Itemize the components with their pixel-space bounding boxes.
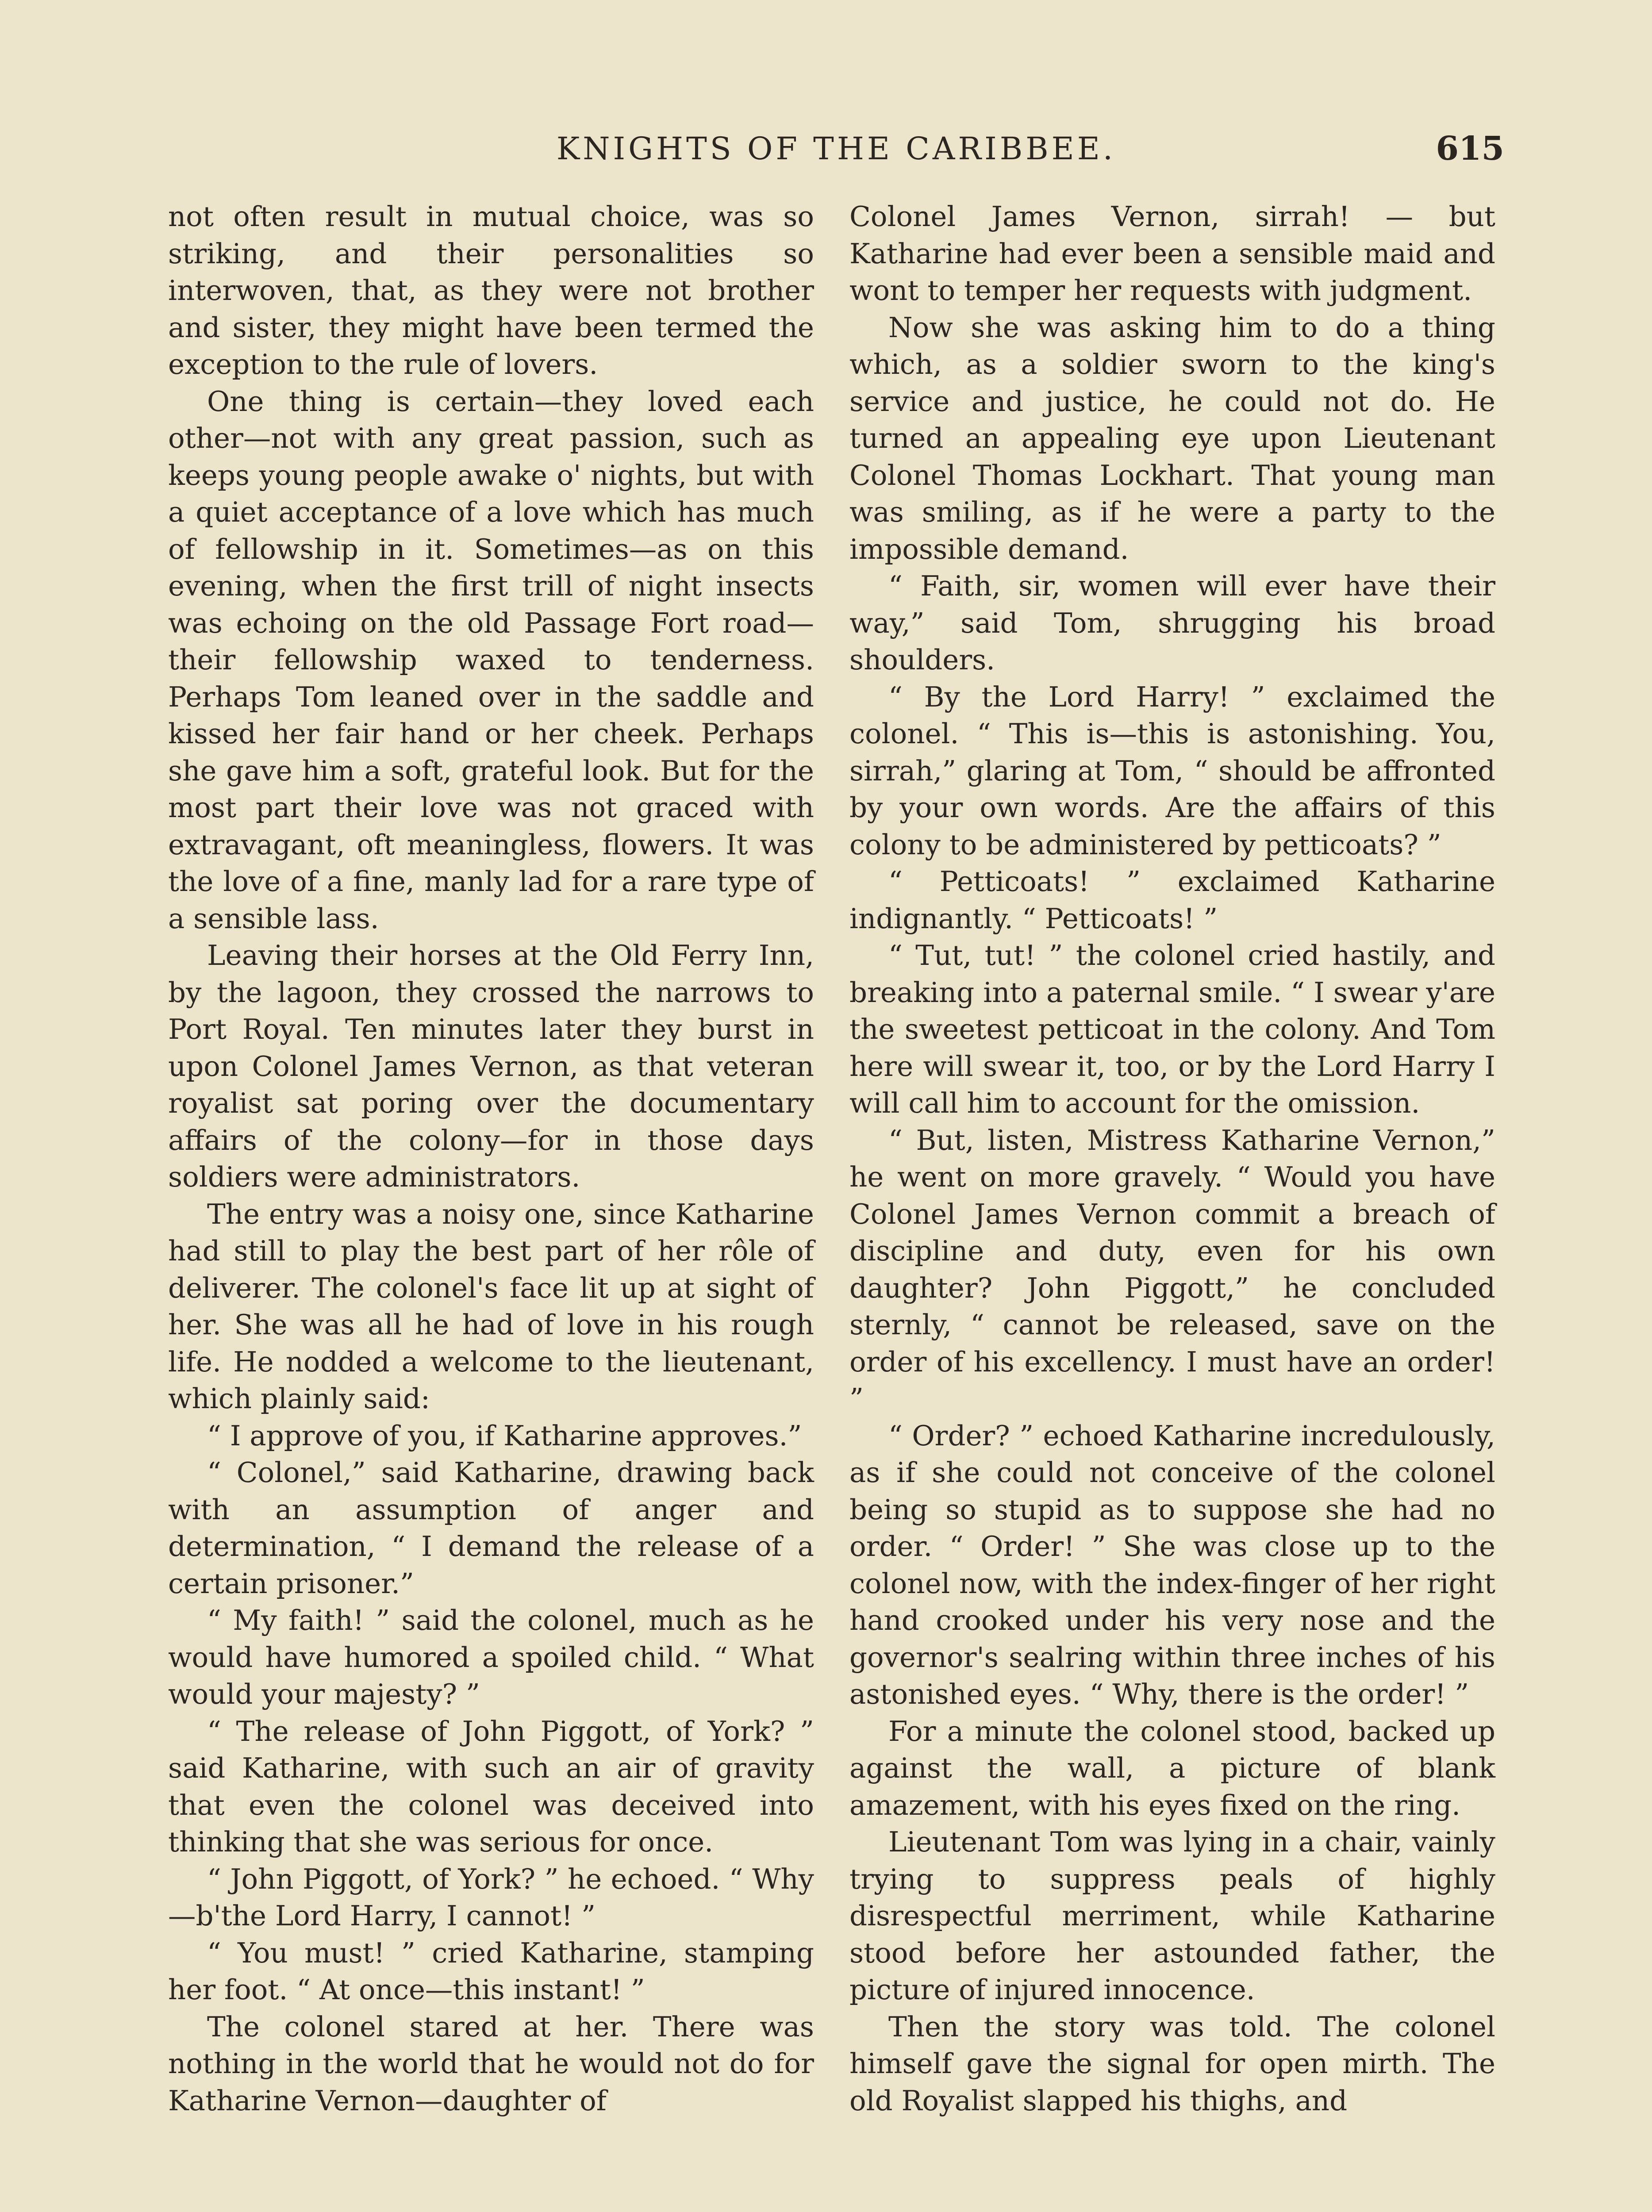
right-column	[849, 198, 1495, 2119]
paragraph: “ I approve of you, if Katharine approves.”	[207, 1419, 802, 1452]
paragraph: The colonel stared at her. There was nothing in the world that he would not do for Katharine Vernon—daughter of	[168, 2010, 814, 2117]
paragraph: Colonel James Vernon, sirrah! — but Katharine had ever been a sensible maid and wont to temper her requests with judgment.	[849, 200, 1495, 307]
paragraph: “ Colonel,” said Katharine, drawing back with an assumption of anger and determination, “ I demand the release of a certain prisoner.”	[168, 1456, 814, 1600]
paragraph: “ My faith! ” said the colonel, much as he would have humored a spoiled child. “ What would your majesty? ”	[168, 1604, 814, 1710]
paragraph: “ Petticoats! ” exclaimed Katharine indignantly. “ Petticoats! ”	[849, 865, 1495, 935]
paragraph: “ Order? ” echoed Katharine incredulously, as if she could not conceive of the colonel being so stupid as to suppose she had no order. “ Order! ” She was close up to the colonel now, with the index-finger of her right hand crooked under his very nose and the governor's sealring within three inches of his astonished eyes. “ Why, there is the order! ”	[849, 1419, 1495, 1710]
paragraph: “ You must! ” cried Katharine, stamping her foot. “ At once—this instant! ”	[168, 1936, 814, 2006]
page-header	[168, 122, 1504, 175]
paragraph: The entry was a noisy one, since Katharine had still to play the best part of her rôle of deliverer. The colonel's face lit up at sight of her. She was all he had of love in his rough life. He nodded a welcome to the lieutenant, which plainly said:	[168, 1198, 814, 1415]
paragraph: not often result in mutual choice, was so striking, and their personalities so interwoven, that, as they were not brother and sister, they might have been termed the exception to the rule of lovers.	[168, 200, 814, 380]
paragraph: Now she was asking him to do a thing which, as a soldier sworn to the king's service and justice, he could not do. He turned an appealing eye upon Lieutenant Colonel Thomas Lockhart. That young man was smiling, as if he were a party to the impossible demand.	[849, 311, 1495, 565]
left-column	[168, 198, 814, 2119]
paragraph: “ Tut, tut! ” the colonel cried hastily, and breaking into a paternal smile. “ I swear y'are the sweetest petticoat in the colony. And Tom here will swear it, too, or by the Lord Harry I will call him to account for the omission.	[849, 939, 1495, 1119]
paragraph: “ By the Lord Harry! ” exclaimed the colonel. “ This is—this is astonishing. You, sirrah,” glaring at Tom, “ should be affronted by your own words. Are the affairs of this colony to be administered by petticoats? ”	[849, 680, 1495, 861]
paragraph: “ Faith, sir, women will ever have their way,” said Tom, shrugging his broad shoulders.	[849, 570, 1495, 676]
paragraph: “ The release of John Piggott, of York? ” said Katharine, with such an air of gravity that even the colonel was deceived into thinking that she was serious for once.	[168, 1715, 814, 1858]
paragraph: “ But, listen, Mistress Katharine Vernon,” he went on more gravely. “ Would you have Colonel James Vernon commit a breach of discipline and duty, even for his own daughter? John Piggott,” he concluded sternly, “ cannot be released, save on the order of his excellency. I must have an order! ”	[849, 1124, 1495, 1415]
paragraph: One thing is certain—they loved each other—not with any great passion, such as keeps young people awake o' nights, but with a quiet acceptance of a love which has much of fellowship in it. Sometimes—as on this evening, when the first trill of night insects was echoing on the old Passage Fort road—their fellowship waxed to tenderness. Perhaps Tom leaned over in the saddle and kissed her fair hand or her cheek. Perhaps she gave him a soft, grateful look. But for the most part their love was not graced with extravagant, oft meaningless, flowers. It was the love of a fine, manly lad for a rare type of a sensible lass.	[168, 385, 814, 935]
paragraph: For a minute the colonel stood, backed up against the wall, a picture of blank amazement, with his eyes fixed on the ring.	[849, 1715, 1495, 1821]
paragraph: Lieutenant Tom was lying in a chair, vainly trying to suppress peals of highly disrespectful merriment, while Katharine stood before her astounded father, the picture of injured innocence.	[849, 1826, 1495, 2006]
paragraph: Then the story was told. The colonel himself gave the signal for open mirth. The old Royalist slapped his thighs, and	[849, 2010, 1495, 2117]
paragraph: “ John Piggott, of York? ” he echoed. “ Why—b'the Lord Harry, I cannot! ”	[168, 1863, 814, 1932]
running-title: KNIGHTS OF THE CARIBBEE.	[556, 131, 1116, 167]
page-number: 615	[1436, 130, 1504, 168]
paragraph: Leaving their horses at the Old Ferry Inn, by the lagoon, they crossed the narrows to Port Royal. Ten minutes later they burst in upon Colonel James Vernon, as that veteran royalist sat poring over the documentary affairs of the colony—for in those days soldiers were administrators.	[168, 939, 814, 1193]
